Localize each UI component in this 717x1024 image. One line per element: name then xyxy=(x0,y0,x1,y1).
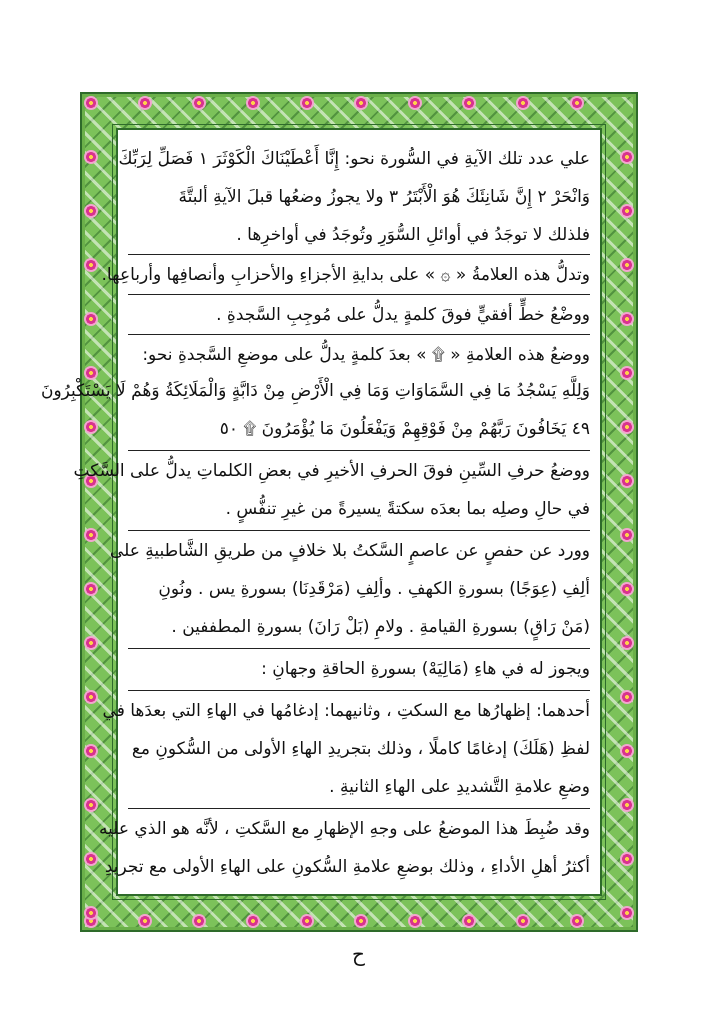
flower-ornament xyxy=(620,798,634,812)
flower-ornament xyxy=(408,914,422,928)
text-line: وقد ضُبِطَ هذا الموضعُ على وجهِ الإظهارِ مع السَّكتِ ، لأنَّه هو الذي عليه xyxy=(99,819,590,839)
text-line: وتدلُّ هذه العلامةُ « ۞ » على بدايةِ الأجزاءِ والأحزابِ وأنصافِها وأرباعِها. xyxy=(101,265,590,285)
flower-ornament xyxy=(516,914,530,928)
flower-ornament xyxy=(138,96,152,110)
text-line: لفظِ (هَلَكَ) إدغامًا كاملًا ، وذلك بتجريدِ الهاءِ الأولى من السُّكونِ مع xyxy=(131,739,590,759)
flower-ornament xyxy=(354,914,368,928)
divider xyxy=(128,450,590,451)
flower-ornament xyxy=(620,906,634,920)
flower-ornament xyxy=(408,96,422,110)
flower-ornament xyxy=(516,96,530,110)
divider xyxy=(128,690,590,691)
flower-ornament xyxy=(354,96,368,110)
flower-ornament xyxy=(620,528,634,542)
divider xyxy=(128,334,590,335)
text-line: وَلِلَّهِ يَسْجُدُ مَا فِي السَّمَاوَاتِ وَمَا فِي الْأَرْضِ مِنْ دَابَّةٍ وَالْمَلَائِكَةُ وَهُمْ لَا يَسْتَكْبِرُونَ xyxy=(40,381,590,401)
flower-ornament xyxy=(84,636,98,650)
flower-ornament xyxy=(620,582,634,596)
text-line: أحدهما: إظهارُها مع السكتِ ، وثانيهما: إدغامُها في الهاءِ التي بعدَها في xyxy=(102,701,590,721)
flower-ornament xyxy=(84,420,98,434)
flower-ornament xyxy=(300,96,314,110)
text-line: ووضْعُ خطٍّ أفقيٍّ فوقَ كلمةٍ يدلُّ على مُوجِبِ السَّجدةِ . xyxy=(216,305,590,325)
text-line: وضعِ علامةِ التَّشديدِ على الهاءِ الثانيةِ . xyxy=(329,777,590,797)
flower-ornament xyxy=(84,204,98,218)
flower-ornament xyxy=(300,914,314,928)
page-text xyxy=(40,138,590,888)
text-line: (مَنْ رَاقٍ) بسورةِ القيامةِ . ولامِ (بَلْ رَانَ) بسورةِ المطففين . xyxy=(171,617,590,637)
flower-ornament xyxy=(192,96,206,110)
flower-ornament xyxy=(462,914,476,928)
flower-ornament xyxy=(84,582,98,596)
flower-ornament xyxy=(84,528,98,542)
flower-ornament xyxy=(620,150,634,164)
flower-ornament xyxy=(570,914,584,928)
flower-ornament xyxy=(620,744,634,758)
flower-ornament xyxy=(84,690,98,704)
flower-ornament xyxy=(84,906,98,920)
flower-ornament xyxy=(620,204,634,218)
flower-ornament xyxy=(84,798,98,812)
flower-ornament xyxy=(620,258,634,272)
text-line: فلذلك لا توجَدُ في أوائلِ السُّوَرِ وتُوجَدُ في أواخرِها . xyxy=(236,225,590,245)
flower-ornament xyxy=(138,914,152,928)
flower-ornament xyxy=(620,312,634,326)
page-number: ح xyxy=(352,942,365,966)
flower-ornament xyxy=(84,744,98,758)
text-line: ووضعُ هذه العلامةِ « ۩ » بعدَ كلمةٍ يدلُّ على موضعِ السَّجدةِ نحو: xyxy=(142,345,590,365)
divider xyxy=(128,530,590,531)
flower-ornament xyxy=(84,96,98,110)
flower-ornament xyxy=(620,852,634,866)
text-line: علي عدد تلك الآيةِ في السُّورة نحو: إِنَّا أَعْطَيْنَاكَ الْكَوْثَرَ ١ فَصَلِّ لِرَبِّكَ xyxy=(118,149,590,169)
flower-ornament xyxy=(620,474,634,488)
flower-ornament xyxy=(192,914,206,928)
text-line: ألِفِ (عِوَجًا) بسورةِ الكهفِ . وألِفِ (مَرْقَدِنَا) بسورةِ يس . ونُونِ xyxy=(158,579,590,599)
flower-ornament xyxy=(84,258,98,272)
flower-ornament xyxy=(246,96,260,110)
text-line: ووضعُ حرفِ السِّينِ فوقَ الحرفِ الأخيرِ في بعضِ الكلماتِ يدلُّ على السَّكتِ xyxy=(73,461,590,481)
divider xyxy=(128,254,590,255)
divider xyxy=(128,294,590,295)
text-line: وورد عن حفصٍ عن عاصمٍ السَّكتُ بلا خلافٍ من طريقِ الشَّاطبيةِ على xyxy=(109,541,590,561)
flower-ornament xyxy=(620,690,634,704)
flower-ornament xyxy=(620,366,634,380)
divider xyxy=(128,808,590,809)
divider xyxy=(128,648,590,649)
flower-ornament xyxy=(462,96,476,110)
flower-ornament xyxy=(84,312,98,326)
text-line: ويجوز له في هاءِ (مَالِيَهْ) بسورةِ الحاقةِ وجهانِ : xyxy=(261,659,590,679)
text-line: وَانْحَرْ ٢ إِنَّ شَانِئَكَ هُوَ الْأَبْتَرُ ٣ ولا يجوزُ وضعُها قبلَ الآيةِ ألبتَّةَ xyxy=(178,187,590,207)
text-line: في حالِ وصلِه بما بعدَه سكتةً يسيرةً من غيرِ تنفُّسٍ . xyxy=(225,499,590,519)
flower-ornament xyxy=(570,96,584,110)
flower-ornament xyxy=(246,914,260,928)
flower-ornament xyxy=(84,852,98,866)
flower-ornament xyxy=(620,636,634,650)
flower-ornament xyxy=(620,420,634,434)
flower-ornament xyxy=(84,150,98,164)
text-line: ٤٩ يَخَافُونَ رَبَّهُمْ مِنْ فَوْقِهِمْ وَيَفْعَلُونَ مَا يُؤْمَرُونَ ۩ ٥٠ xyxy=(219,419,590,439)
text-line: أكثرُ أهلِ الأداءِ ، وذلك بوضعِ علامةِ السُّكونِ على الهاءِ الأولى مع تجريدِ xyxy=(104,857,590,877)
